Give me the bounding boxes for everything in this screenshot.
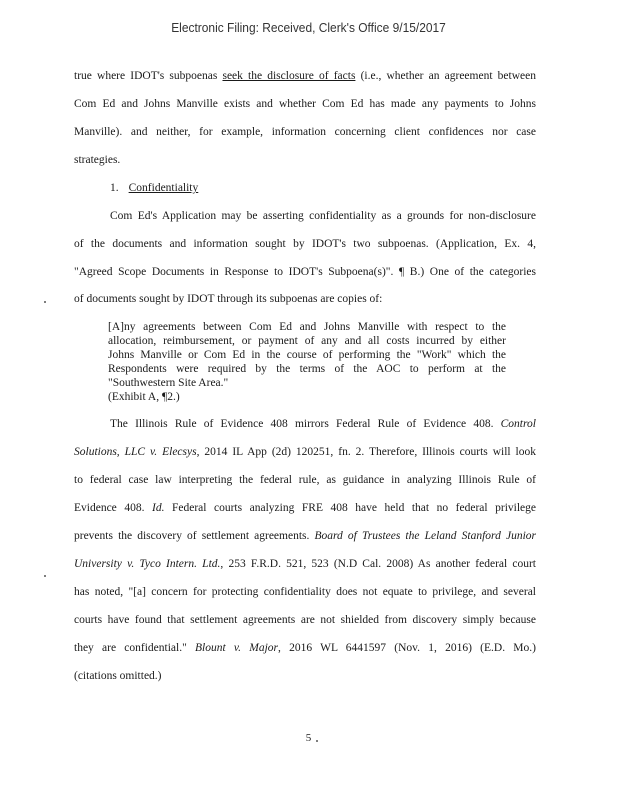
text-run: Evidence 408. [74, 502, 152, 514]
case-name: Id. [151, 502, 165, 514]
quote-line: Respondents were required by the terms of the AOC to perform at the [108, 363, 506, 375]
case-name: Blount v. Major [195, 642, 279, 654]
paragraph-line: Com Ed's Application may be asserting confidentiality as a grounds for non-disclosure [110, 210, 536, 222]
paragraph-line [74, 446, 536, 458]
case-name: Control [500, 418, 536, 430]
quote-line: "Southwestern Site Area." [108, 377, 229, 389]
case-name: Solutions, LLC v. Elecsys [74, 446, 197, 458]
paragraph-line: courts have found that settlement agreements are not shielded from discovery simply because [74, 614, 536, 626]
paragraph-line: "Agreed Scope Documents in Response to IDOT's Subpoena(s)". ¶ B.) One of the categories [74, 266, 536, 278]
quote-line: allocation, reimbursement, or payment of any and all costs incurred by either [108, 335, 506, 347]
paragraph-line [74, 642, 536, 654]
paragraph-line: strategies. [74, 154, 121, 166]
paragraph-line: to federal case law interpreting the federal rule, as guidance in analyzing Illinois Rule of [74, 474, 536, 486]
paragraph-line [74, 70, 536, 82]
quote-line: [A]ny agreements between Com Ed and Johns Manville with respect to the [108, 321, 506, 333]
section-number: 1. [110, 182, 119, 194]
case-name: Board of Trustees the Leland Stanford Junior [314, 530, 536, 542]
quote-citation: (Exhibit A, ¶2.) [108, 391, 180, 403]
text-run: prevents the discovery of settlement agreements. [74, 530, 315, 542]
paragraph-line [74, 530, 536, 542]
text-run: Federal courts analyzing FRE 408 have held that no federal privilege [164, 502, 536, 514]
paragraph-line: of the documents and information sought by IDOT's two subpoenas. (Application, Ex. 4, [74, 238, 536, 250]
scan-speck [316, 740, 318, 742]
paragraph-line [110, 418, 536, 430]
text-run: , 253 F.R.D. 521, 523 (N.D Cal. 2008) As another federal court [220, 558, 536, 570]
paragraph-line [74, 558, 536, 570]
scan-speck [44, 301, 46, 303]
text-run: , 2014 IL App (2d) 120251, fn. 2. Therefore, Illinois courts will look [196, 446, 536, 458]
section-title: Confidentiality [128, 182, 199, 194]
paragraph-line: of documents sought by IDOT through its subpoenas are copies of: [74, 293, 383, 305]
paragraph-line [74, 502, 536, 514]
text-run: they are confidential." [74, 642, 196, 654]
text-run: (i.e., whether an agreement between [355, 70, 536, 82]
case-name: University v. Tyco Intern. Ltd. [74, 558, 221, 570]
paragraph-line: (citations omitted.) [74, 670, 162, 682]
filing-stamp: Electronic Filing: Received, Clerk's Office 9/15/2017 [171, 20, 446, 35]
page-number: 5 [305, 732, 312, 744]
section-heading [110, 182, 198, 194]
paragraph-line: has noted, "[a] concern for protecting confidentiality does not equate to privilege, and several [74, 586, 536, 598]
underlined-phrase: seek the disclosure of facts [222, 70, 356, 82]
scan-speck [44, 575, 46, 577]
text-run: The Illinois Rule of Evidence 408 mirrors Federal Rule of Evidence 408. [110, 418, 501, 430]
paragraph-line: Manville). and neither, for example, information concerning client confidences nor case [74, 126, 536, 138]
paragraph-line: Com Ed and Johns Manville exists and whether Com Ed has made any payments to Johns [74, 98, 536, 110]
quote-line: Johns Manville or Com Ed in the course of performing the "Work" which the [108, 349, 506, 361]
text-run: true where IDOT's subpoenas [74, 70, 223, 82]
text-run: , 2016 WL 6441597 (Nov. 1, 2016) (E.D. Mo.) [278, 642, 536, 654]
